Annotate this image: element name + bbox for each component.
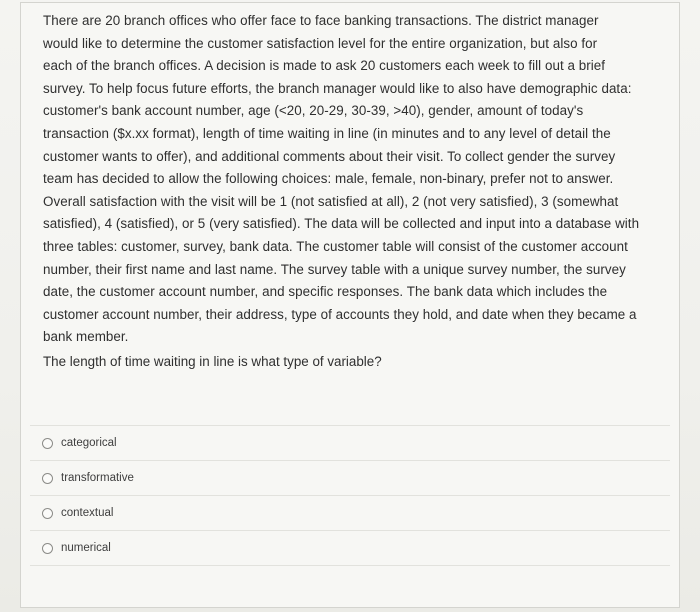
passage-line: satisfied), 4 (satisfied), or 5 (very satisfied). The data will be collected and input into a database with bbox=[43, 216, 640, 232]
passage-line: transaction ($x.xx format), length of time waiting in line (in minutes and to any level of detail the bbox=[43, 125, 611, 141]
passage-line: each of the branch offices. A decision is made to ask 20 customers each week to fill out a brief bbox=[43, 58, 606, 74]
passage-line: customer wants to offer), and additional comments about their visit. To collect gender the survey bbox=[43, 148, 616, 164]
answer-options bbox=[30, 425, 670, 566]
passage-line: three tables: customer, survey, bank data. The customer table will consist of the customer account bbox=[43, 238, 628, 254]
passage-line: would like to determine the customer satisfaction level for the entire organization, but also for bbox=[43, 35, 598, 51]
option-contextual[interactable] bbox=[30, 495, 670, 530]
passage-line: There are 20 branch offices who offer face to face banking transactions. The district manager bbox=[43, 13, 599, 28]
option-label: contextual bbox=[61, 507, 114, 519]
passage-line: team has decided to allow the following choices: male, female, non-binary, prefer not to answer. bbox=[43, 171, 614, 187]
passage-line: customer's bank account number, age (<20, 20-29, 30-39, >40), gender, amount of today's bbox=[43, 103, 584, 119]
option-categorical[interactable] bbox=[30, 425, 670, 460]
radio-button-icon[interactable] bbox=[42, 473, 53, 484]
radio-button-icon[interactable] bbox=[42, 543, 53, 554]
option-label: categorical bbox=[61, 437, 117, 449]
passage-line: survey. To help focus future efforts, the branch manager would like to also have demographic data: bbox=[43, 80, 632, 96]
question-prompt: The length of time waiting in line is what type of variable? bbox=[43, 354, 382, 369]
passage-line: number, their first name and last name. The survey table with a unique survey number, the survey bbox=[43, 261, 626, 277]
option-numerical[interactable] bbox=[30, 530, 670, 566]
passage-line: date, the customer account number, and specific responses. The bank data which includes the bbox=[43, 284, 608, 300]
passage-line: bank member. bbox=[43, 329, 129, 345]
option-label: numerical bbox=[61, 542, 111, 554]
option-label: transformative bbox=[61, 472, 134, 484]
radio-button-icon[interactable] bbox=[42, 438, 53, 449]
option-transformative[interactable] bbox=[30, 460, 670, 495]
passage-line: customer account number, their address, type of accounts they hold, and date when they became a bbox=[43, 306, 637, 322]
radio-button-icon[interactable] bbox=[42, 508, 53, 519]
question-passage bbox=[43, 10, 673, 349]
passage-line: Overall satisfaction with the visit will be 1 (not satisfied at all), 2 (not very satisfied), 3 (somewhat bbox=[43, 193, 619, 209]
